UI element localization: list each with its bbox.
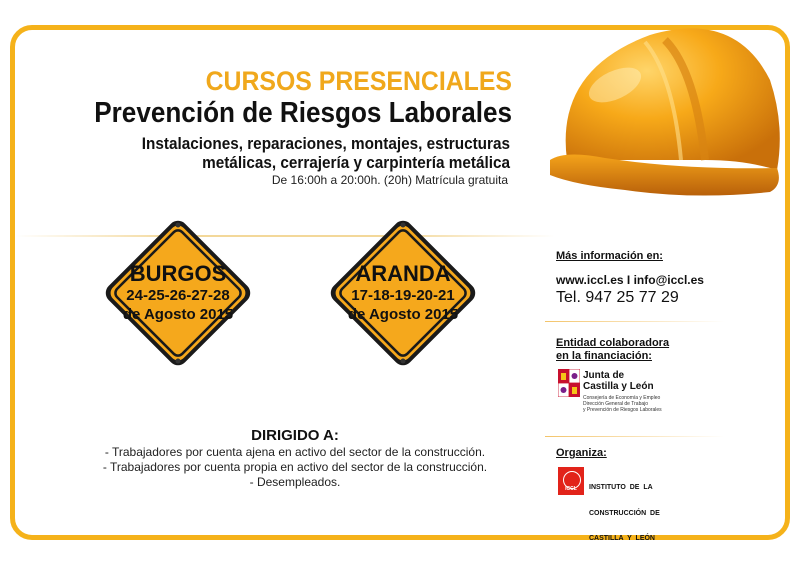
courses-heading: CURSOS PRESENCIALES [205, 66, 512, 96]
divider [545, 321, 725, 322]
sign-city: ARANDA [355, 261, 451, 286]
audience-item: - Trabajadores por cuenta ajena en activo del sector de la construcción. [104, 445, 486, 459]
iccl-mark-icon: ICCL [558, 467, 584, 495]
junta-castilla-leon-logo [556, 366, 674, 424]
divider [545, 436, 725, 437]
junta-department: Consejería de Economía y Empleo Dirección General de Trabajo y Prevención de Riesgos Laborales [583, 395, 662, 413]
schedule-text: De 16:00h a 20:00h. (20h) Matrícula gratuita [271, 173, 508, 187]
organizer-heading: Organiza: [556, 447, 607, 459]
sign-month: de Agosto 2015 [347, 306, 459, 323]
audience-item: - Desempleados. [249, 475, 341, 489]
course-topics [51, 134, 510, 172]
burgos-sign [93, 208, 263, 378]
organizer-section [556, 447, 607, 460]
iccl-name: INSTITUTO DE LA CONSTRUCCIÓN DE CASTILLA Y LEÓN [589, 484, 660, 542]
sign-city: BURGOS [129, 261, 227, 286]
topics-line-2: metálicas, cerrajería y carpintería metálica [202, 153, 510, 172]
audience-item: - Trabajadores por cuenta propia en activo del sector de la construcción. [102, 460, 488, 474]
topics-line-1: Instalaciones, reparaciones, montajes, estructuras [141, 134, 510, 153]
contact-phone[interactable]: Tel. 947 25 77 29 [556, 289, 679, 306]
junta-name: Junta de Castilla y León [583, 370, 654, 392]
sign-days: 17-18-19-20-21 [351, 287, 455, 304]
hard-hat-icon [545, 10, 785, 230]
page-title: Prevención de Riesgos Laborales [94, 97, 512, 129]
funding-heading-line-1: Entidad colaboradora [556, 337, 670, 349]
audience-heading: DIRIGIDO A: [251, 427, 339, 444]
sign-month: de Agosto 2015 [122, 306, 234, 323]
audience-section [60, 427, 530, 490]
contact-web-email[interactable]: www.iccl.es I info@iccl.es [556, 273, 704, 287]
coat-of-arms-icon [558, 369, 580, 397]
iccl-logo [556, 465, 716, 542]
funding-section [556, 337, 669, 363]
aranda-sign [318, 208, 488, 378]
sign-days: 24-25-26-27-28 [126, 287, 230, 304]
more-info-section [556, 250, 704, 307]
funding-heading-line-2: en la financiación: [556, 350, 652, 362]
more-info-heading: Más información en: [556, 250, 663, 262]
